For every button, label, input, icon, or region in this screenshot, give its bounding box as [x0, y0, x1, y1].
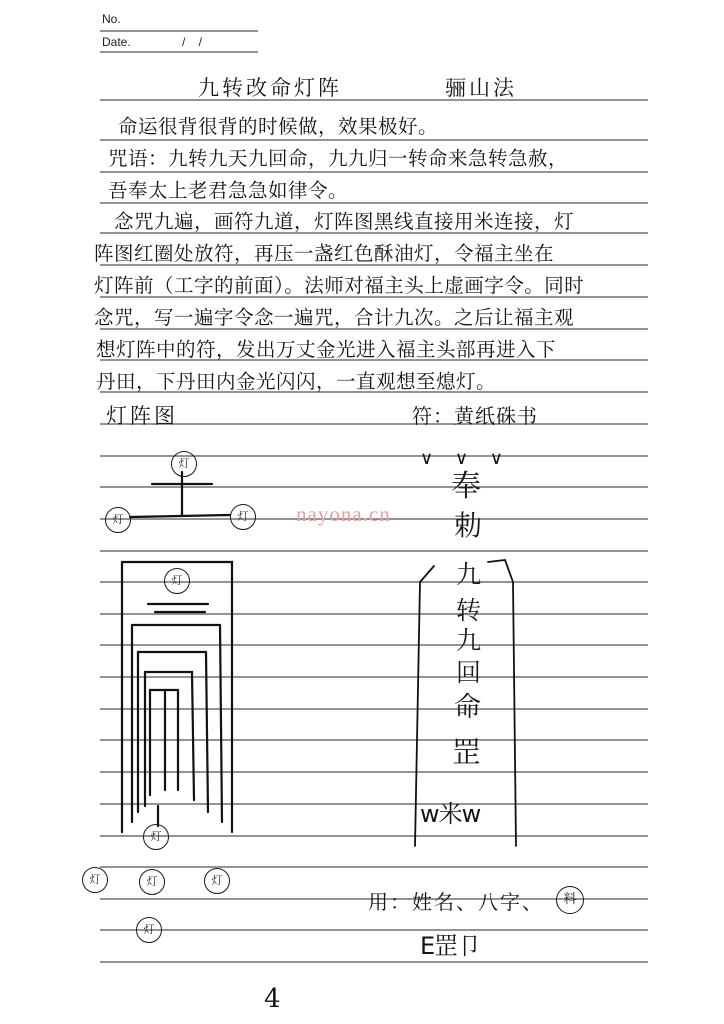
body-line-2: 咒语：九转九天九回命，九九归一转命来急转急赦，	[108, 147, 569, 170]
body-line-8: 想灯阵中的符，发出万丈金光进入福主头部再进入下	[96, 338, 557, 361]
talisman-ticks: ∨ ∨ ∨	[420, 448, 511, 469]
talisman-bottom-mark: ᴡ米ᴡ	[420, 800, 481, 828]
lamp-bottom-left: 灯	[82, 867, 108, 893]
talisman-char-4: 转	[456, 596, 482, 625]
body-line-9: 丹田，下丹田内金光闪闪，一直观想至熄灯。	[96, 370, 497, 393]
lamp-right: 灯	[230, 504, 256, 530]
date-label: Date.	[102, 35, 131, 49]
lamp-bottom-middle: 灯	[139, 869, 165, 895]
lamp-bottom-right: 灯	[204, 868, 230, 894]
body-line-3: 吾奉太上老君急急如律令。	[108, 179, 349, 202]
body-line-6: 灯阵前（工字的前面）。法师对福主头上虚画字令。同时	[94, 274, 585, 297]
talisman-char-7: 命	[454, 692, 481, 723]
lamp-frame-top: 灯	[164, 568, 190, 594]
talisman-char-6: 回	[456, 658, 482, 687]
school-name: 骊山法	[445, 76, 517, 100]
lamp-left: 灯	[105, 507, 131, 533]
talisman-char-2: 勅	[454, 509, 483, 542]
body-line-5: 阵图红圈处放符，再压一盏红色酥油灯，令福主坐在	[94, 242, 555, 265]
body-line-4: 念咒九遍，画符九道，灯阵图黑线直接用米连接，灯	[114, 210, 575, 233]
footer-note: 用：姓名、八字、	[368, 890, 544, 914]
talisman-char-1: 奉	[451, 469, 481, 504]
page-title: 九转改命灯阵	[198, 76, 342, 100]
page-number: 4	[264, 984, 281, 1014]
talisman-char-5: 九	[456, 626, 482, 655]
watermark: nayona.cn	[296, 502, 391, 526]
body-line-1: 命运很背很背的时候做，效果极好。	[118, 115, 439, 138]
lamp-top: 灯	[171, 451, 197, 477]
number-label: No.	[102, 12, 121, 26]
footer-note-circled: 料	[556, 886, 584, 914]
talisman-char-8: 罡	[452, 735, 482, 769]
diagram-label: 灯阵图	[106, 404, 178, 428]
footer-sign: E罡卩	[420, 932, 481, 960]
lamp-bottom-center: 灯	[143, 824, 169, 850]
body-line-7: 念咒，写一遍字令念一遍咒，合计九次。之后让福主观	[94, 306, 575, 329]
talisman-char-3: 九	[456, 560, 482, 589]
date-separators: / /	[182, 35, 203, 49]
talisman-label: 符：黄纸硃书	[412, 404, 538, 428]
lamp-lowest: 灯	[136, 917, 162, 943]
